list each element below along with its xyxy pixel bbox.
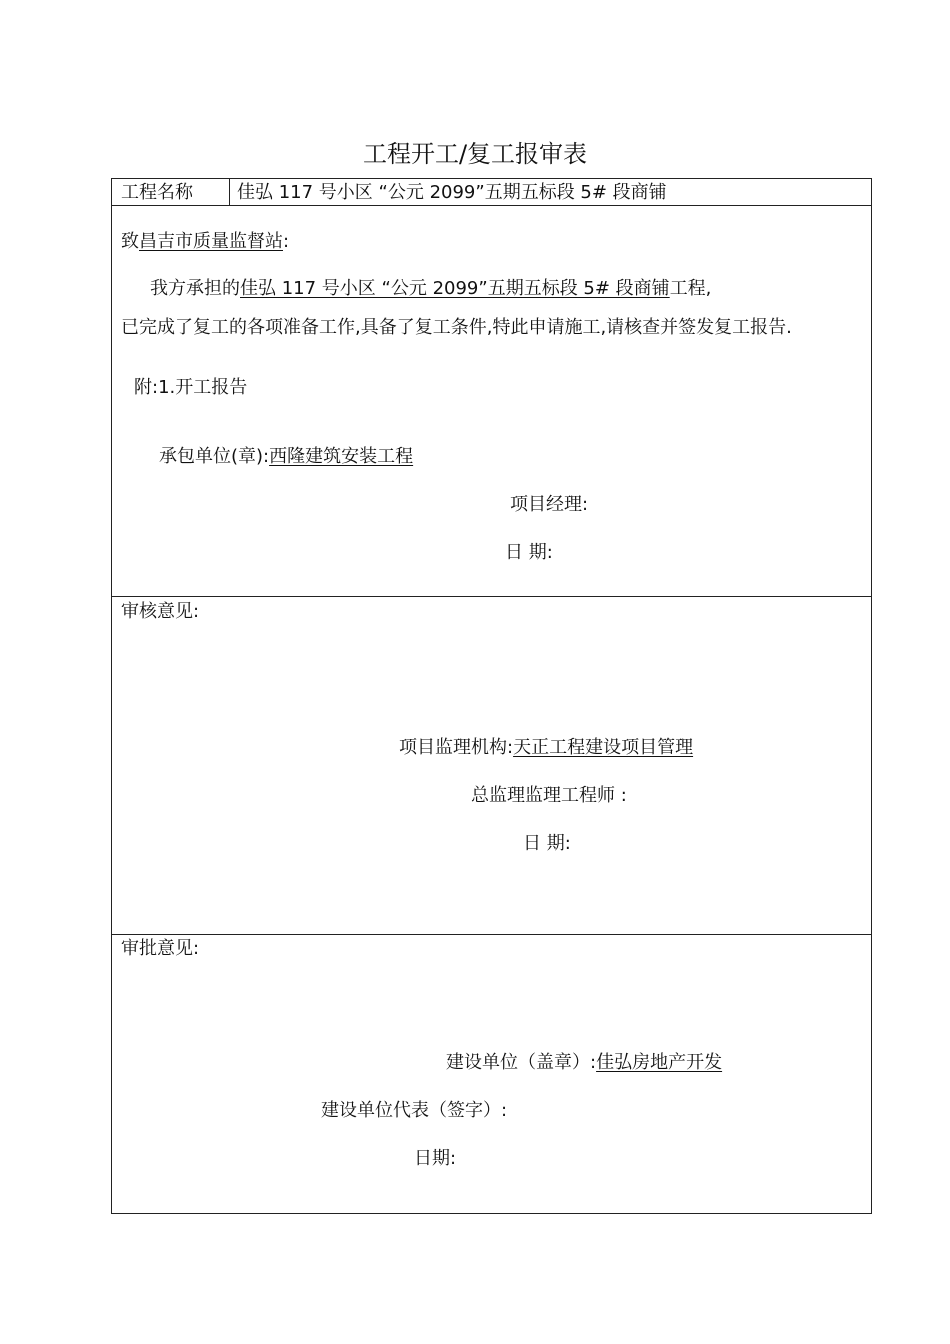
supervisor-line bbox=[399, 736, 693, 760]
contractor-label: 承包单位(章): bbox=[159, 446, 270, 467]
builder-rep-label: 建设单位代表（签字）: bbox=[321, 1100, 508, 1121]
body-suffix: 工程, bbox=[669, 278, 712, 299]
column-divider-project bbox=[229, 179, 230, 205]
application-body-line1 bbox=[150, 277, 711, 301]
addressee-line bbox=[121, 230, 289, 254]
row-divider-approval bbox=[112, 934, 871, 935]
project-manager-label: 项目经理: bbox=[510, 494, 589, 515]
project-name-value: 佳弘 117 号小区 “公元 2099”五期五标段 5# 段商铺 bbox=[237, 182, 667, 203]
project-name-label: 工程名称 bbox=[121, 182, 193, 203]
form-table bbox=[111, 178, 872, 1214]
supervisor-name: 天正工程建设项目管理 bbox=[513, 737, 694, 758]
builder-name: 佳弘房地产开发 bbox=[596, 1052, 723, 1073]
contractor-line bbox=[159, 445, 413, 469]
builder-label: 建设单位（盖章）: bbox=[446, 1052, 597, 1073]
application-date-label: 日 期: bbox=[505, 542, 553, 563]
builder-line bbox=[446, 1051, 722, 1075]
addressee-prefix: 致 bbox=[121, 231, 139, 252]
approval-date-label: 日期: bbox=[414, 1148, 457, 1169]
row-divider-review bbox=[112, 596, 871, 597]
chief-engineer-label: 总监理监理工程师 : bbox=[471, 785, 627, 806]
document-title: 工程开工/复工报审表 bbox=[362, 140, 588, 168]
review-date-label: 日 期: bbox=[523, 833, 571, 854]
addressee-suffix: : bbox=[283, 231, 290, 252]
body-project: 佳弘 117 号小区 “公元 2099”五期五标段 5# 段商铺 bbox=[240, 278, 670, 299]
row-divider-project bbox=[112, 205, 871, 206]
body-prefix: 我方承担的 bbox=[150, 278, 240, 299]
attachment-line: 附:1.开工报告 bbox=[134, 377, 248, 398]
review-heading: 审核意见: bbox=[121, 601, 200, 622]
contractor-name: 西隆建筑安装工程 bbox=[269, 446, 414, 467]
addressee-name: 昌吉市质量监督站 bbox=[139, 231, 283, 252]
application-body-line2: 已完成了复工的各项准备工作,具备了复工条件,特此申请施工,请核查并签发复工报告. bbox=[121, 317, 792, 338]
supervisor-label: 项目监理机构: bbox=[399, 737, 514, 758]
approval-heading: 审批意见: bbox=[121, 938, 200, 959]
